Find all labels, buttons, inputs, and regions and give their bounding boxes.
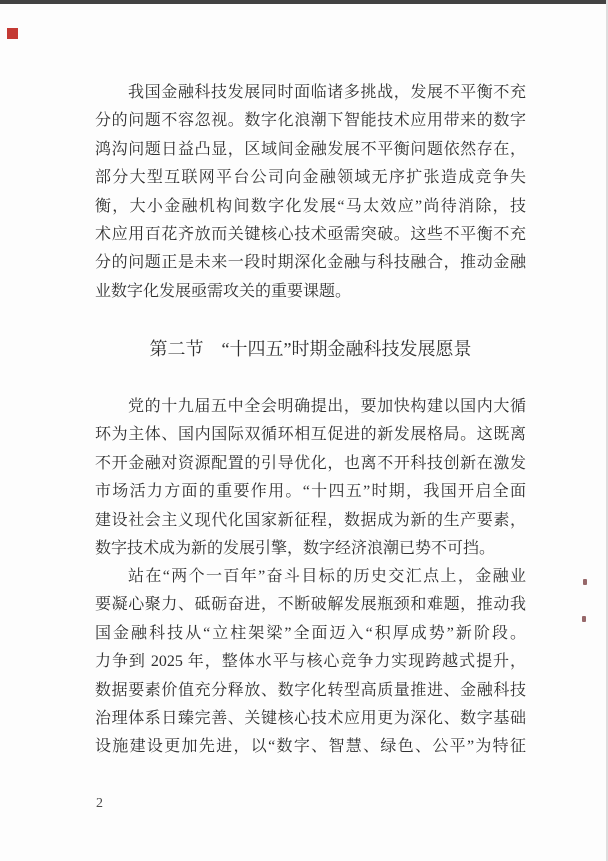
section-label: 第二节 xyxy=(149,339,204,359)
text-line: 市场活力方面的重要作用。“十四五”时期，我国开启全面 xyxy=(95,483,526,501)
text-line: 部分大型互联网平台公司向金融领域无序扩张造成竞争失 xyxy=(95,169,526,187)
edge-speck-mark xyxy=(583,579,587,585)
paragraph xyxy=(95,393,526,563)
text-line: 数字技术成为新的发展引擎，数字经济浪潮已势不可挡。 xyxy=(95,539,496,557)
page-number: 2 xyxy=(96,796,103,811)
edge-speck-mark xyxy=(582,616,586,622)
text-line: 我国金融科技发展同时面临诸多挑战，发展不平衡不充 xyxy=(128,84,526,101)
text-line: 要凝心聚力、砥砺奋进，不断破解发展瓶颈和难题，推动我 xyxy=(95,596,526,614)
text-line: 建设社会主义现代化国家新征程，数据成为新的生产要素， xyxy=(95,511,526,529)
text-line: 设施建设更加先进，以“数字、智慧、绿色、公平”为特征 xyxy=(95,738,526,756)
text-line: 分的问题不容忽视。数字化浪潮下智能技术应用带来的数字 xyxy=(95,112,526,130)
paragraph xyxy=(95,79,526,306)
text-line: 国金融科技从“立柱架梁”全面迈入“积厚成势”新阶段。 xyxy=(95,624,526,642)
text-line: 不开金融对资源配置的引导优化，也离不开科技创新在激发 xyxy=(95,454,526,472)
text-line: 党的十九届五中全会明确提出，要加快构建以国内大循 xyxy=(128,398,526,415)
text-line: 数据要素价值充分释放、数字化转型高质量推进、金融科技 xyxy=(95,681,526,699)
text-line: 治理体系日臻完善、关键核心技术应用更为深化、数字基础 xyxy=(95,709,526,727)
text-line: 分的问题正是未来一段时期深化金融与科技融合，推动金融 xyxy=(95,254,526,272)
scan-top-edge-bar xyxy=(0,0,608,4)
section-title: “十四五”时期金融科技发展愿景 xyxy=(221,339,472,359)
text-line: 环为主体、国内国际双循环相互促进的新发展格局。这既离 xyxy=(95,426,526,444)
text-line: 衡，大小金融机构间数字化发展“马太效应”尚待消除，技 xyxy=(95,197,526,215)
text-line: 站在“两个一百年”奋斗目标的历史交汇点上，金融业 xyxy=(128,568,526,585)
text-line: 术应用百花齐放而关键核心技术亟需突破。这些不平衡不充 xyxy=(95,225,526,243)
text-line: 鸿沟问题日益凸显，区域间金融发展不平衡问题依然存在， xyxy=(95,140,526,158)
paragraph xyxy=(95,563,526,762)
red-stamp-mark xyxy=(7,28,18,39)
text-line: 业数字化发展亟需攻关的重要课题。 xyxy=(95,282,352,300)
section-heading xyxy=(95,336,526,362)
text-line: 力争到 2025 年，整体水平与核心竞争力实现跨越式提升， xyxy=(95,653,526,671)
